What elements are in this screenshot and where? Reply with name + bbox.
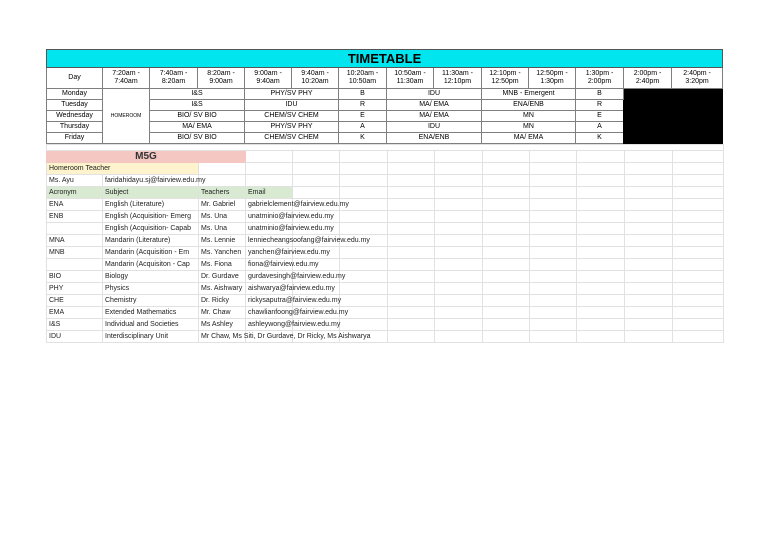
subject-subject: English (Literature) [103, 199, 199, 211]
lesson-cell: MNB - Emergent [482, 89, 576, 100]
lesson-cell: IDU [387, 122, 482, 133]
lesson-cell: I&S [150, 100, 245, 111]
subject-acronym [47, 259, 103, 271]
subject-row [47, 283, 724, 295]
subject-email: fiona@fairview.edu.my [246, 259, 293, 271]
subject-subject: English (Acquisition- Emerg [103, 211, 199, 223]
time-slot-header: 10:50am - 11:30am [387, 68, 434, 89]
subject-row [47, 211, 724, 223]
subject-subject: Mandarin (Acquisiton - Cap [103, 259, 199, 271]
class-name: M5G [47, 151, 246, 163]
subject-acronym: CHE [47, 295, 103, 307]
subject-subject: Extended Mathematics [103, 307, 199, 319]
subject-acronym: PHY [47, 283, 103, 295]
spreadsheet [46, 49, 722, 343]
subject-subject: Biology [103, 271, 199, 283]
subject-email: chawlianfoong@fairview.edu.my [246, 307, 293, 319]
day-cell: Friday [47, 133, 103, 144]
subject-row [47, 259, 724, 271]
lesson-cell: MA/ EMA [387, 111, 482, 122]
subject-subject: Chemistry [103, 295, 199, 307]
subject-email: yanchen@fairview.edu.my [246, 247, 293, 259]
time-slot-header: 12:10pm - 12:50pm [482, 68, 529, 89]
timetable-header-row [47, 68, 723, 89]
time-slot-header: 7:40am - 8:20am [150, 68, 198, 89]
subject-teacher: Ms. Fiona [199, 259, 246, 271]
subject-email: ashleywong@fairview.edu.my [246, 319, 293, 331]
subject-email: gabrielclement@fairview.edu.my [246, 199, 293, 211]
column-acronym: Acronym [47, 187, 103, 199]
subject-acronym: MNA [47, 235, 103, 247]
lesson-cell: ENA/ENB [482, 100, 576, 111]
subject-subject: English (Acquisition- Capab [103, 223, 199, 235]
lunch-cell: E [576, 111, 624, 122]
subject-row [47, 307, 724, 319]
lesson-cell: MA/ EMA [482, 133, 576, 144]
lesson-cell: IDU [245, 100, 339, 111]
subject-row [47, 247, 724, 259]
subject-email: rickysaputra@fairview.edu.my [246, 295, 293, 307]
lesson-cell: I&S [150, 89, 245, 100]
subject-row [47, 331, 724, 343]
timetable-row [47, 89, 723, 100]
time-slot-header: 9:00am - 9:40am [245, 68, 292, 89]
time-slot-header: 2:40pm - 3:20pm [672, 68, 723, 89]
subject-teacher: Ms Ashley [199, 319, 246, 331]
subject-acronym: MNB [47, 247, 103, 259]
subject-teacher: Ms. Yanchen [199, 247, 246, 259]
day-cell: Tuesday [47, 100, 103, 111]
lesson-cell: PHY/SV PHY [245, 89, 339, 100]
subject-teacher: Dr. Ricky [199, 295, 246, 307]
subject-acronym: IDU [47, 331, 103, 343]
timetable [46, 49, 723, 144]
subject-teacher: Mr. Chaw [199, 307, 246, 319]
subject-row [47, 319, 724, 331]
lesson-cell: MN [482, 111, 576, 122]
subject-teacher: Ms. Una [199, 223, 246, 235]
homeroom-vertical-label: HOMEROOM [103, 89, 150, 144]
blocked-afternoon [624, 89, 723, 144]
subject-teacher: Ms. Una [199, 211, 246, 223]
break-cell: E [339, 111, 387, 122]
subject-teacher: Mr. Gabriel [199, 199, 246, 211]
lesson-cell: CHEM/SV CHEM [245, 133, 339, 144]
lunch-cell: R [576, 100, 624, 111]
subject-subject: Physics [103, 283, 199, 295]
column-subject: Subject [103, 187, 199, 199]
lesson-cell: PHY/SV PHY [245, 122, 339, 133]
lesson-cell: ENA/ENB [387, 133, 482, 144]
time-slot-header: 11:30am - 12:10pm [434, 68, 482, 89]
lesson-cell: IDU [387, 89, 482, 100]
subject-subject: Interdisciplinary Unit [103, 331, 199, 343]
timetable-title: TIMETABLE [47, 50, 723, 68]
homeroom-email: faridahidayu.sj@fairview.edu.my [103, 175, 199, 187]
homeroom-label: Homeroom Teacher [47, 163, 199, 175]
subject-email [246, 331, 293, 343]
time-slot-header: 2:00pm - 2:40pm [624, 68, 672, 89]
column-email: Email [246, 187, 293, 199]
day-cell: Thursday [47, 122, 103, 133]
subject-email: aishwarya@fairview.edu.my [246, 283, 293, 295]
subject-acronym [47, 223, 103, 235]
subject-row [47, 235, 724, 247]
time-slot-header: 12:50pm - 1:30pm [529, 68, 576, 89]
subject-email: unatminio@fairview.edu.my [246, 211, 293, 223]
lesson-cell: CHEM/SV CHEM [245, 111, 339, 122]
column-teachers: Teachers [199, 187, 246, 199]
lunch-cell: A [576, 122, 624, 133]
break-cell: R [339, 100, 387, 111]
subject-row [47, 271, 724, 283]
subject-acronym: ENA [47, 199, 103, 211]
time-slot-header: 8:20am - 9:00am [198, 68, 245, 89]
subject-subject: Individual and Societies [103, 319, 199, 331]
lesson-cell: BIO/ SV BIO [150, 133, 245, 144]
break-cell: B [339, 89, 387, 100]
subject-acronym: BIO [47, 271, 103, 283]
day-cell: Wednesday [47, 111, 103, 122]
break-cell: A [339, 122, 387, 133]
subject-acronym: EMA [47, 307, 103, 319]
subject-acronym: I&S [47, 319, 103, 331]
homeroom-teacher: Ms. Ayu [47, 175, 103, 187]
subject-teacher: Ms. Lennie [199, 235, 246, 247]
lesson-cell: MN [482, 122, 576, 133]
lesson-cell: MA/ EMA [387, 100, 482, 111]
time-slot-header: 10:20am - 10:50am [339, 68, 387, 89]
subject-email: unatminio@fairview.edu.my [246, 223, 293, 235]
subject-subject: Mandarin (Literature) [103, 235, 199, 247]
lesson-cell: MA/ EMA [150, 122, 245, 133]
day-cell: Monday [47, 89, 103, 100]
subject-row [47, 295, 724, 307]
subject-email: lenniecheangsoofang@fairview.edu.my [246, 235, 293, 247]
break-cell: K [339, 133, 387, 144]
subject-teacher: Ms. Aishwary [199, 283, 246, 295]
subject-email: gurdavesingh@fairview.edu.my [246, 271, 293, 283]
subject-row [47, 223, 724, 235]
class-info-table [46, 144, 724, 343]
lesson-cell: BIO/ SV BIO [150, 111, 245, 122]
time-slot-header: 7:20am - 7:40am [103, 68, 150, 89]
subject-acronym: ENB [47, 211, 103, 223]
time-slot-header: 9:40am - 10:20am [292, 68, 339, 89]
day-header: Day [47, 68, 103, 89]
subject-subject: Mandarin (Acquisition - Em [103, 247, 199, 259]
lunch-cell: B [576, 89, 624, 100]
subject-row [47, 199, 724, 211]
subject-teacher: Dr. Gurdave [199, 271, 246, 283]
subject-teacher: Mr Chaw, Ms Siti, Dr Gurdave, Dr Ricky, Ms Aishwarya [199, 331, 246, 343]
lunch-cell: K [576, 133, 624, 144]
time-slot-header: 1:30pm - 2:00pm [576, 68, 624, 89]
